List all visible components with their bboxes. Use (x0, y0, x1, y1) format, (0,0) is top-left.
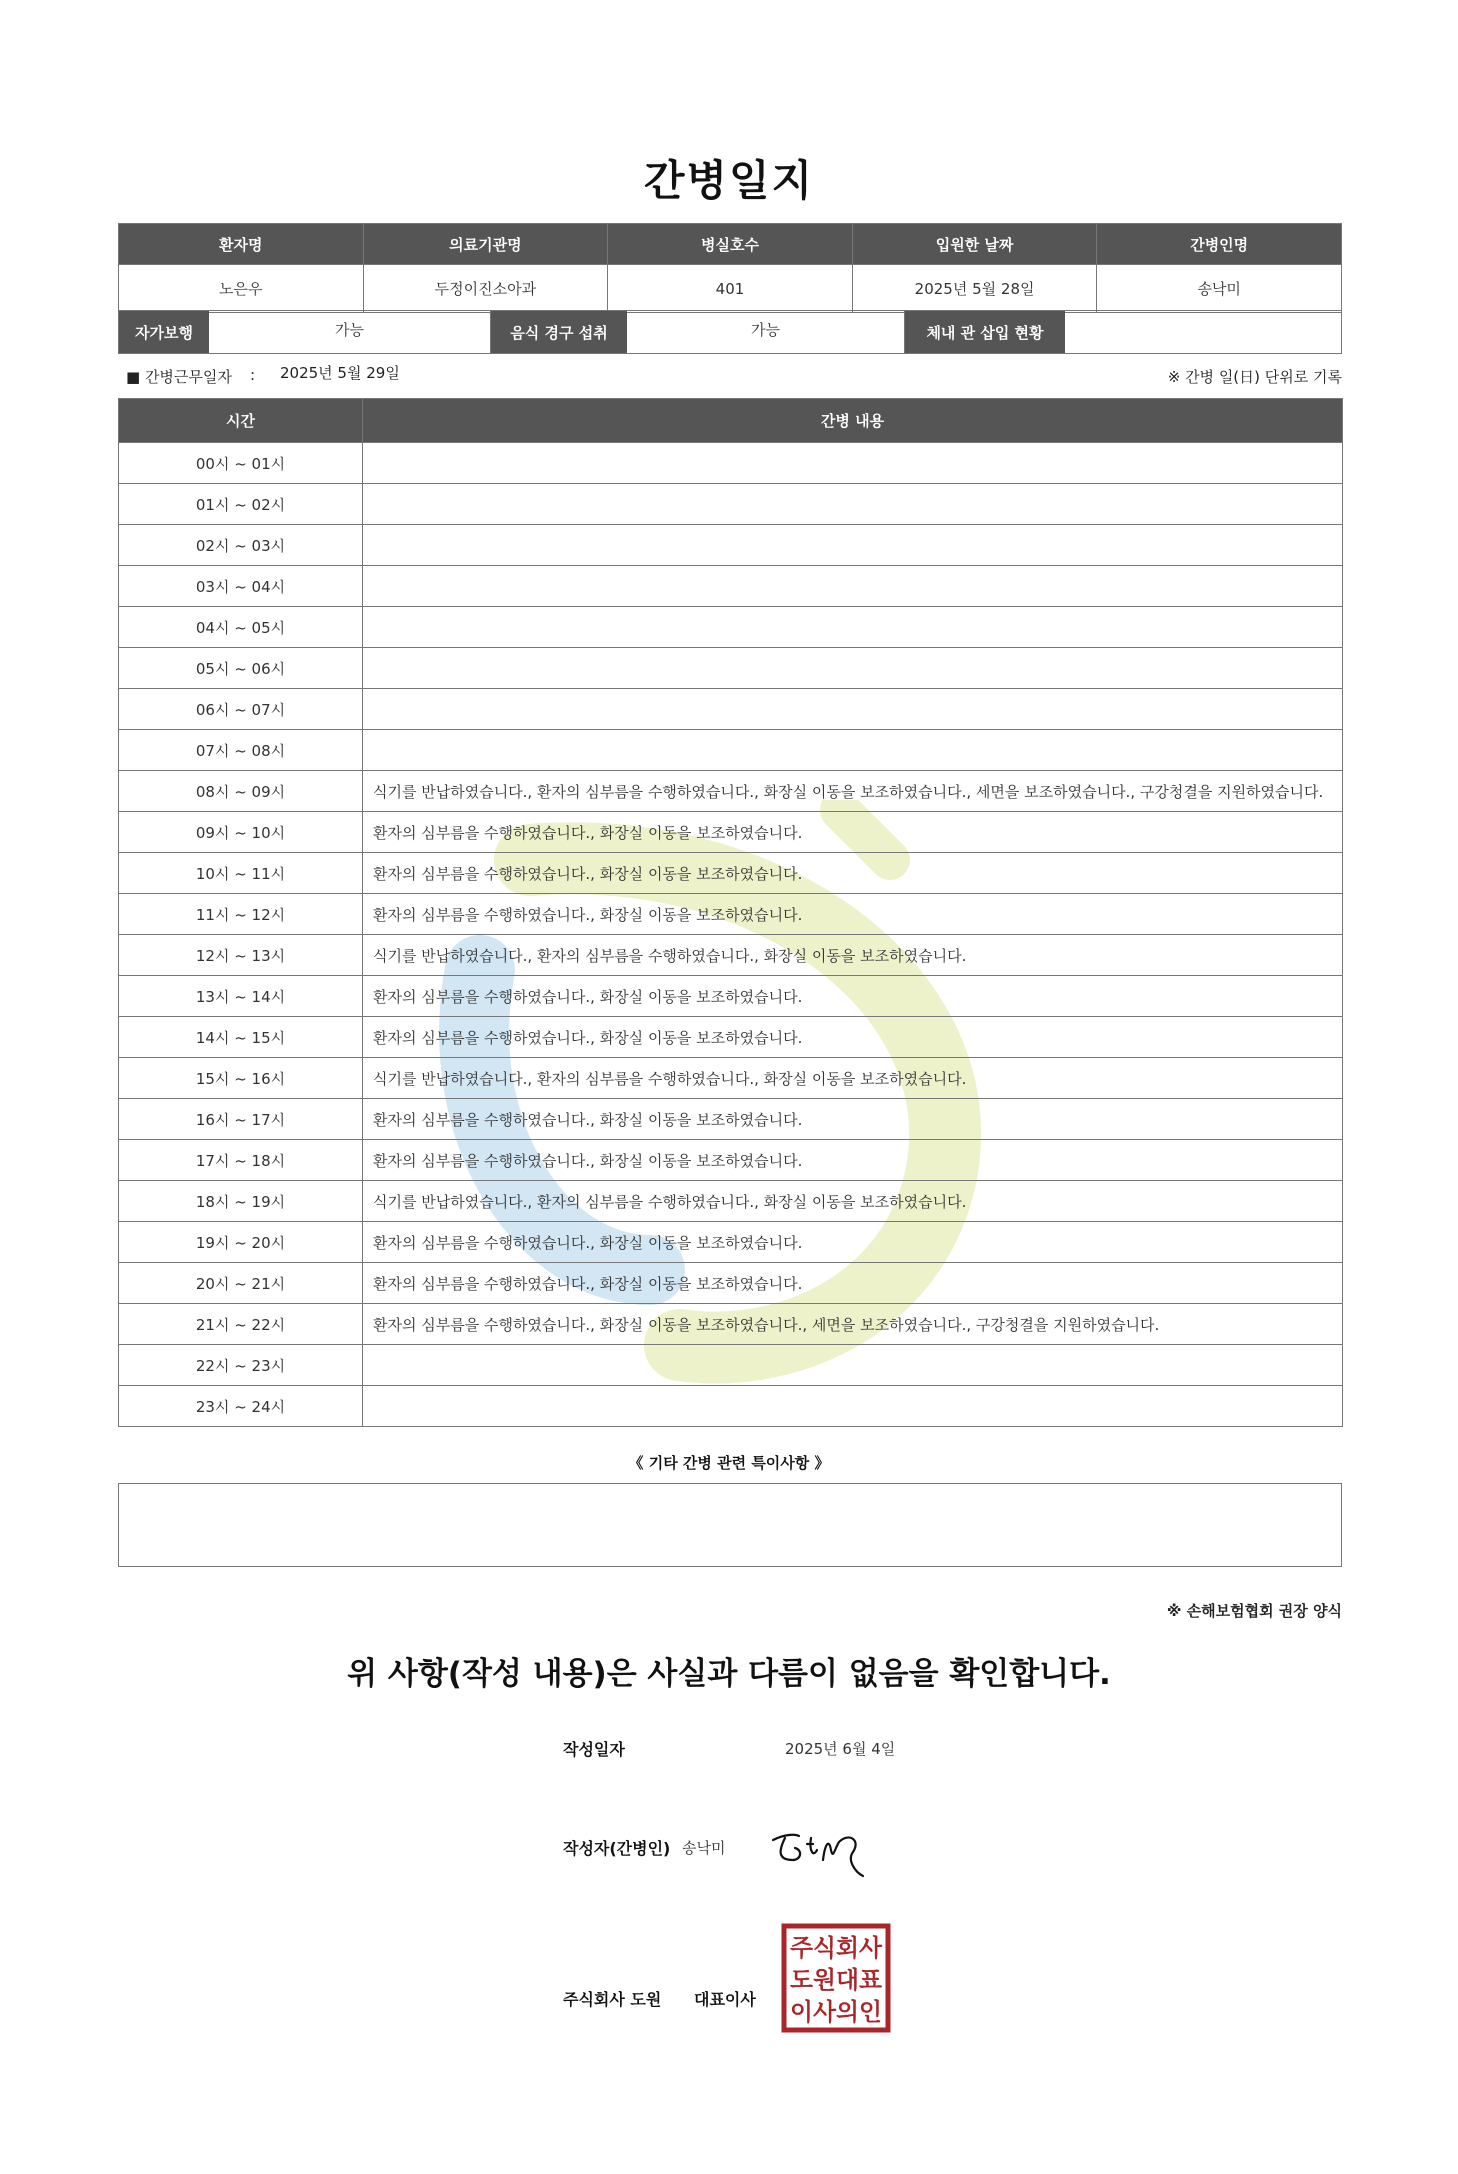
schedule-care-content: 환자의 심부름을 수행하였습니다., 화장실 이동을 보조하였습니다. (363, 853, 1343, 894)
schedule-time: 10시 ~ 11시 (119, 853, 363, 894)
special-notes-box (118, 1483, 1342, 1567)
tube-status-value (1065, 311, 1341, 353)
schedule-care-content: 환자의 심부름을 수행하였습니다., 화장실 이동을 보조하였습니다. (363, 1017, 1343, 1058)
schedule-care-content: 환자의 심부름을 수행하였습니다., 화장실 이동을 보조하였습니다. (363, 1099, 1343, 1140)
walking-label: 자가보행 (119, 311, 209, 353)
patient-name: 노은우 (119, 265, 364, 313)
schedule-row (119, 853, 1343, 894)
schedule-care-content: 식기를 반납하였습니다., 환자의 심부름을 수행하였습니다., 화장실 이동을 보조하였습니다. (363, 1058, 1343, 1099)
schedule-care-content: 식기를 반납하였습니다., 환자의 심부름을 수행하였습니다., 화장실 이동을 보조하였습니다. (363, 935, 1343, 976)
schedule-row (119, 976, 1343, 1017)
schedule-row (119, 1386, 1343, 1427)
header-caregiver-name: 간병인명 (1097, 224, 1342, 265)
schedule-care-content (363, 607, 1343, 648)
write-date-label: 작성일자 (563, 1740, 625, 1759)
write-date-value: 2025년 6월 4일 (785, 1740, 896, 1758)
schedule-time: 02시 ~ 03시 (119, 525, 363, 566)
schedule-care-content (363, 1386, 1343, 1427)
schedule-care-content (363, 566, 1343, 607)
schedule-time: 06시 ~ 07시 (119, 689, 363, 730)
schedule-care-content (363, 484, 1343, 525)
schedule-row (119, 1140, 1343, 1181)
schedule-time: 00시 ~ 01시 (119, 443, 363, 484)
schedule-row (119, 689, 1343, 730)
schedule-time: 15시 ~ 16시 (119, 1058, 363, 1099)
svg-text:주식회사: 주식회사 (790, 1934, 883, 1962)
schedule-row (119, 1099, 1343, 1140)
schedule-row (119, 771, 1343, 812)
schedule-row (119, 1345, 1343, 1386)
handwritten-signature (765, 1820, 875, 1880)
schedule-time: 21시 ~ 22시 (119, 1304, 363, 1345)
oral-intake-label: 음식 경구 섭취 (491, 311, 627, 353)
confirmation-statement: 위 사항(작성 내용)은 사실과 다름이 없음을 확인합니다. (347, 1656, 1111, 1692)
schedule-care-content: 환자의 심부름을 수행하였습니다., 화장실 이동을 보조하였습니다., 세면을 보조하였습니다., 구강청결을 지원하였습니다. (363, 1304, 1343, 1345)
schedule-time: 22시 ~ 23시 (119, 1345, 363, 1386)
recommended-form-note: ※ 손해보험협회 권장 양식 (1166, 1602, 1342, 1620)
unit-note: ※ 간병 일(日) 단위로 기록 (1167, 368, 1342, 386)
schedule-row (119, 1304, 1343, 1345)
schedule-time: 03시 ~ 04시 (119, 566, 363, 607)
schedule-time: 19시 ~ 20시 (119, 1222, 363, 1263)
schedule-row (119, 1058, 1343, 1099)
ceo-label: 대표이사 (694, 1990, 756, 2009)
time-column-header: 시간 (119, 399, 363, 443)
schedule-time: 23시 ~ 24시 (119, 1386, 363, 1427)
schedule-row (119, 1222, 1343, 1263)
schedule-time: 20시 ~ 21시 (119, 1263, 363, 1304)
schedule-care-content (363, 689, 1343, 730)
schedule-time: 08시 ~ 09시 (119, 771, 363, 812)
schedule-time: 07시 ~ 08시 (119, 730, 363, 771)
caregiver-name: 송낙미 (1097, 265, 1342, 313)
schedule-care-content (363, 1345, 1343, 1386)
schedule-time: 13시 ~ 14시 (119, 976, 363, 1017)
schedule-row (119, 648, 1343, 689)
schedule-care-content: 환자의 심부름을 수행하였습니다., 화장실 이동을 보조하였습니다. (363, 1263, 1343, 1304)
room-number: 401 (608, 265, 853, 313)
header-admission-date: 입원한 날짜 (852, 224, 1097, 265)
schedule-care-content: 환자의 심부름을 수행하였습니다., 화장실 이동을 보조하였습니다. (363, 976, 1343, 1017)
schedule-row (119, 730, 1343, 771)
admission-date: 2025년 5월 28일 (852, 265, 1097, 313)
work-date-label: ■ 간병근무일자 (126, 368, 232, 386)
care-content-column-header: 간병 내용 (363, 399, 1343, 443)
schedule-care-content (363, 443, 1343, 484)
patient-status-row (118, 310, 1342, 354)
header-hospital-name: 의료기관명 (363, 224, 608, 265)
header-room-number: 병실호수 (608, 224, 853, 265)
schedule-time: 05시 ~ 06시 (119, 648, 363, 689)
schedule-care-content: 환자의 심부름을 수행하였습니다., 화장실 이동을 보조하였습니다. (363, 1140, 1343, 1181)
document-title: 간병일지 (643, 156, 815, 205)
schedule-time: 11시 ~ 12시 (119, 894, 363, 935)
work-date-value: 2025년 5월 29일 (280, 364, 400, 382)
writer-label: 작성자(간병인) (563, 1839, 671, 1858)
schedule-care-content (363, 525, 1343, 566)
schedule-row (119, 484, 1343, 525)
schedule-time: 01시 ~ 02시 (119, 484, 363, 525)
work-date-colon: : (250, 366, 256, 384)
schedule-care-content: 식기를 반납하였습니다., 환자의 심부름을 수행하였습니다., 화장실 이동을 보조하였습니다. (363, 1181, 1343, 1222)
schedule-time: 09시 ~ 10시 (119, 812, 363, 853)
special-notes-title: 《 기타 간병 관련 특이사항 》 (628, 1454, 830, 1472)
schedule-time: 16시 ~ 17시 (119, 1099, 363, 1140)
schedule-row (119, 935, 1343, 976)
schedule-row (119, 1017, 1343, 1058)
schedule-care-content: 환자의 심부름을 수행하였습니다., 화장실 이동을 보조하였습니다. (363, 812, 1343, 853)
schedule-row (119, 812, 1343, 853)
schedule-care-content: 식기를 반납하였습니다., 환자의 심부름을 수행하였습니다., 화장실 이동을 보조하였습니다., 세면을 보조하였습니다., 구강청결을 지원하였습니다. (363, 771, 1343, 812)
writer-name: 송낙미 (682, 1839, 726, 1857)
schedule-row (119, 525, 1343, 566)
schedule-row (119, 1181, 1343, 1222)
schedule-time: 18시 ~ 19시 (119, 1181, 363, 1222)
schedule-care-content: 환자의 심부름을 수행하였습니다., 화장실 이동을 보조하였습니다. (363, 894, 1343, 935)
schedule-care-content (363, 730, 1343, 771)
schedule-time: 04시 ~ 05시 (119, 607, 363, 648)
tube-status-label: 체내 관 삽입 현황 (905, 311, 1065, 353)
svg-text:도원대표: 도원대표 (790, 1966, 883, 1994)
patient-info-table (118, 223, 1342, 313)
schedule-body (119, 443, 1343, 1427)
care-schedule-table (118, 398, 1343, 1427)
hospital-name: 두정이진소아과 (363, 265, 608, 313)
oral-intake-value: 가능 (627, 311, 905, 353)
schedule-row (119, 1263, 1343, 1304)
schedule-care-content: 환자의 심부름을 수행하였습니다., 화장실 이동을 보조하였습니다. (363, 1222, 1343, 1263)
schedule-time: 14시 ~ 15시 (119, 1017, 363, 1058)
header-patient-name: 환자명 (119, 224, 364, 265)
schedule-row (119, 443, 1343, 484)
schedule-row (119, 894, 1343, 935)
schedule-time: 12시 ~ 13시 (119, 935, 363, 976)
schedule-row (119, 607, 1343, 648)
schedule-care-content (363, 648, 1343, 689)
walking-value: 가능 (209, 311, 491, 353)
svg-text:이사의인: 이사의인 (790, 1998, 882, 2026)
schedule-row (119, 566, 1343, 607)
company-label: 주식회사 도원 (563, 1990, 662, 2009)
schedule-time: 17시 ~ 18시 (119, 1140, 363, 1181)
company-seal-stamp (780, 1922, 892, 2034)
